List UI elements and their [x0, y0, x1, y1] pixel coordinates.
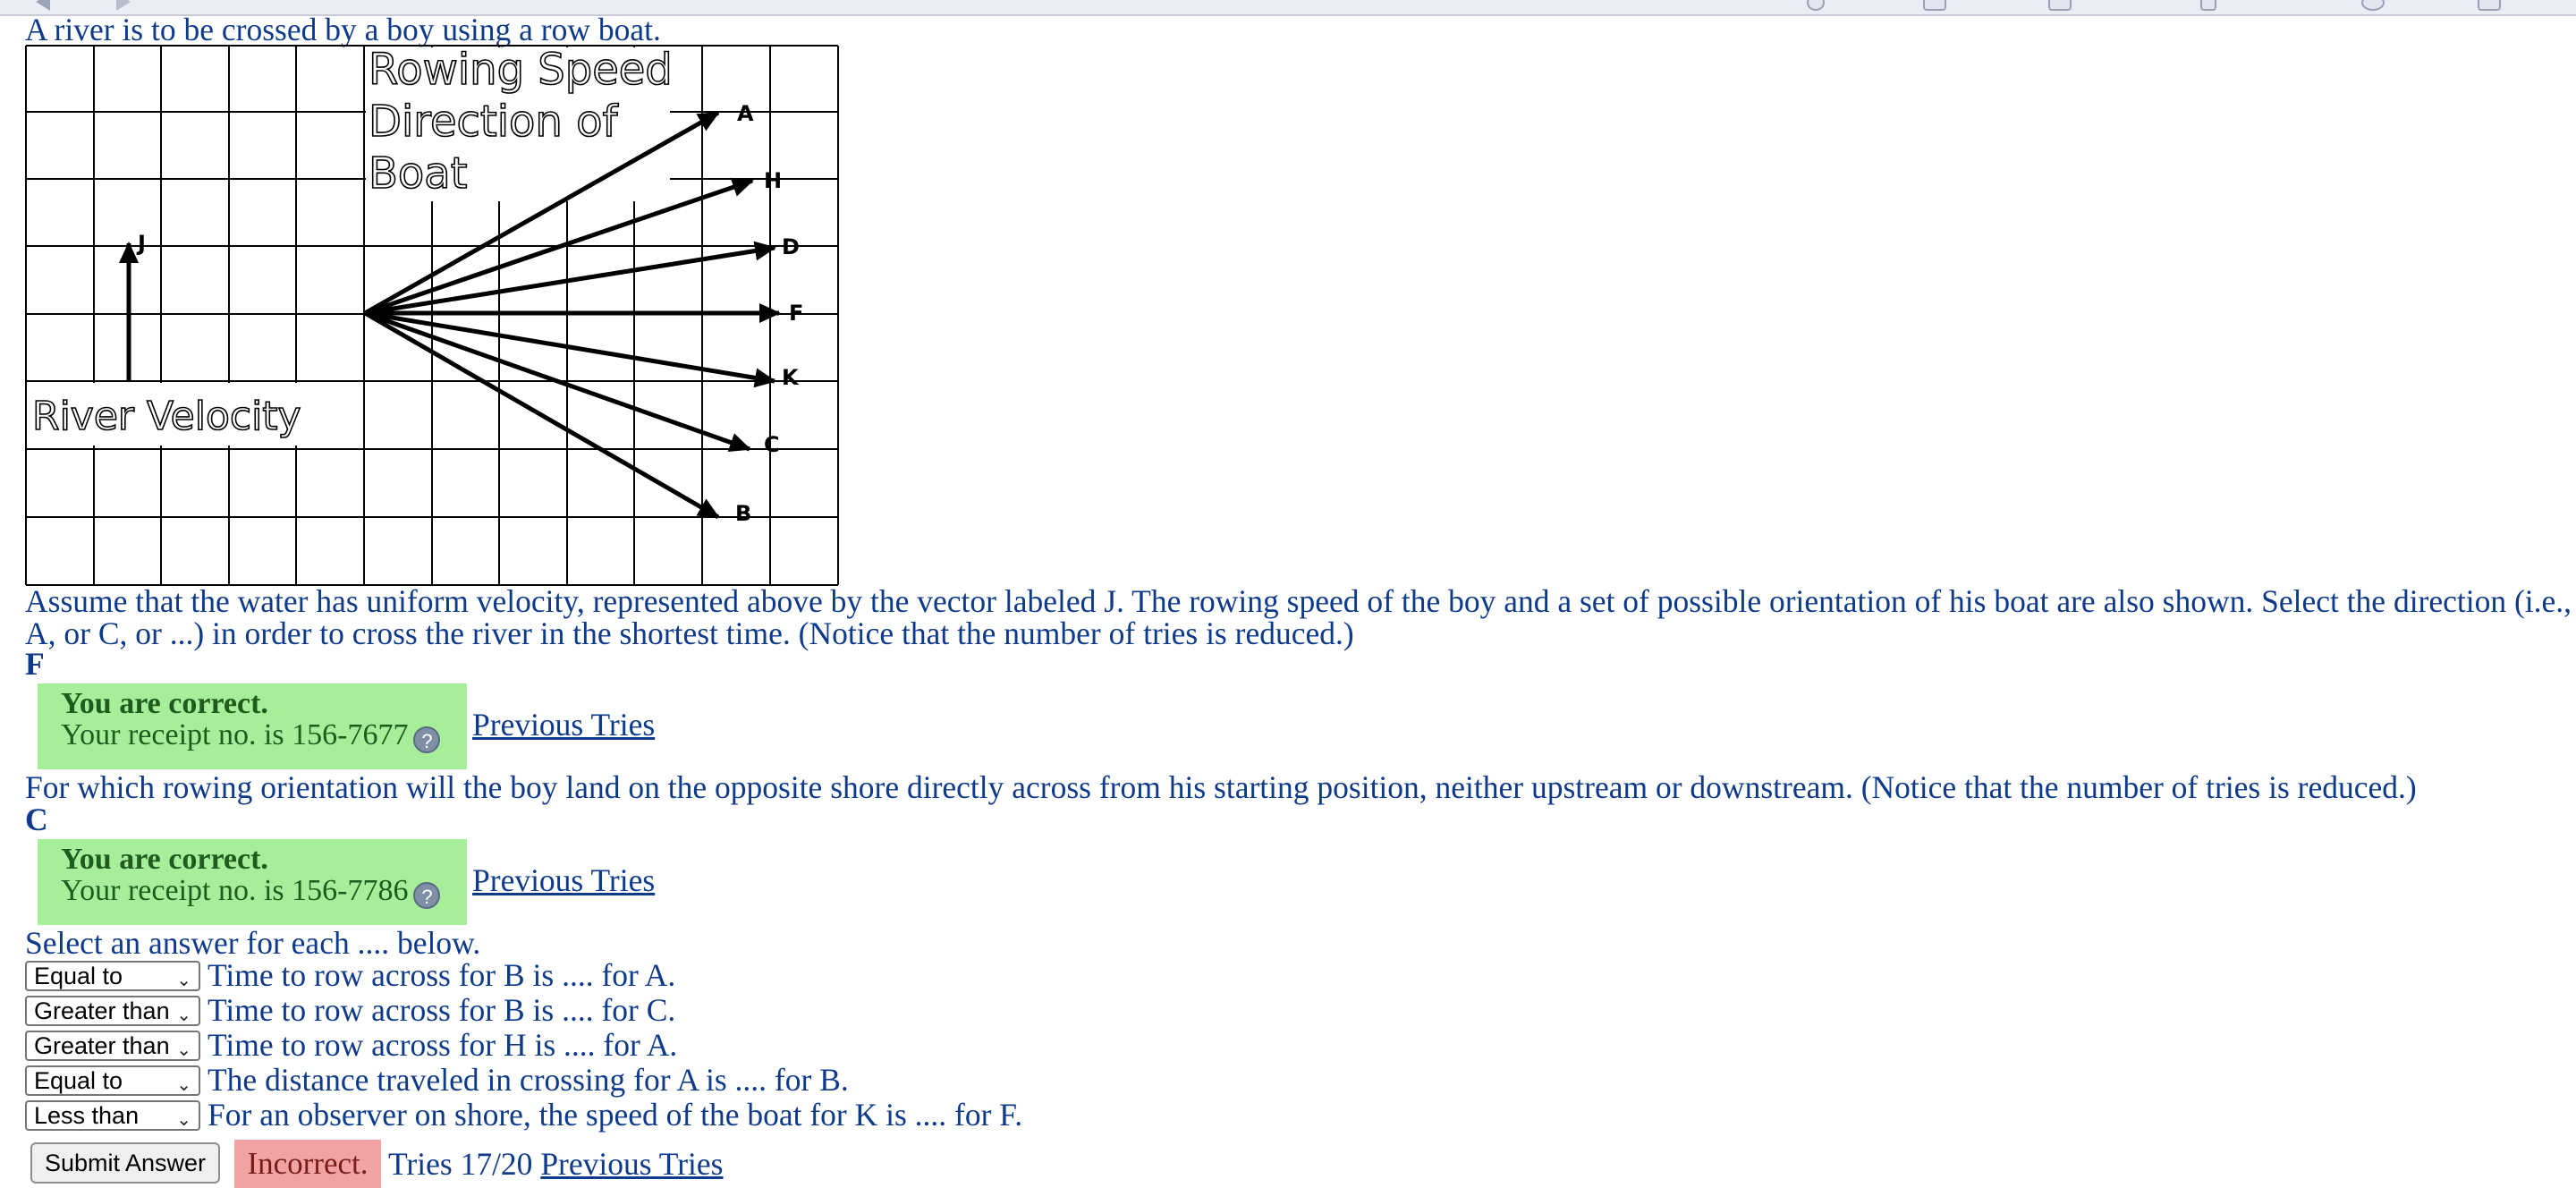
label-k: K: [782, 365, 799, 390]
statement-2: Time to row across for B is .... for C.: [208, 992, 676, 1028]
question2-receipt: Your receipt no. is 156-7786: [61, 874, 409, 907]
download-icon[interactable]: [2200, 0, 2216, 11]
question1-receipt: Your receipt no. is 156-7677: [61, 718, 409, 751]
label-d: D: [782, 234, 800, 259]
answer-select-3[interactable]: Greater than ⌄: [25, 1031, 200, 1061]
question2-result-box: [38, 839, 467, 925]
back-arrow-icon[interactable]: [36, 0, 50, 11]
chevron-down-icon: ⌄: [176, 1006, 191, 1025]
forward-arrow-icon[interactable]: [116, 0, 131, 11]
question1-answer: F: [25, 646, 45, 682]
rowing-label-line2: Direction of: [369, 97, 618, 147]
bookmark-icon[interactable]: [2048, 0, 2072, 11]
question-circle-icon[interactable]: ?: [413, 726, 440, 753]
question1-result-title: You are correct.: [61, 687, 268, 720]
label-h: H: [764, 168, 783, 193]
label-c: C: [764, 432, 780, 457]
label-a: A: [737, 101, 754, 126]
answer-select-4[interactable]: Equal to ⌄: [25, 1065, 200, 1096]
chevron-down-icon: ⌄: [176, 1040, 191, 1060]
river-crossing-diagram: [25, 45, 839, 587]
statement-4: The distance traveled in crossing for A is .... for B.: [208, 1062, 849, 1098]
print-icon[interactable]: [1923, 0, 1946, 11]
label-j: J: [138, 231, 146, 256]
settings-icon[interactable]: [2361, 0, 2385, 11]
question2-previous-tries-link[interactable]: Previous Tries: [472, 862, 656, 898]
answer-select-5[interactable]: Less than ⌄: [25, 1100, 200, 1131]
question2-result-title: You are correct.: [61, 843, 268, 876]
rowing-label-line3: Boat: [369, 148, 468, 199]
question1-text: Assume that the water has uniform velocity, represented above by the vector labeled J. The rowing speed of the boy and a set of possible orientation of his boat are also shown. Select the direction (i.e., A, or C, or ...) in order to cross the river in the shortest time. (Notice that the number of tries is reduced.): [25, 583, 2572, 651]
question3-instruction: Select an answer for each .... below.: [25, 925, 481, 961]
label-b: B: [735, 501, 752, 526]
label-f: F: [789, 301, 804, 326]
statement-5: For an observer on shore, the speed of the boat for K is .... for F.: [208, 1097, 1023, 1133]
statement-1: Time to row across for B is .... for A.: [208, 957, 676, 993]
river-velocity-label: River Velocity: [32, 394, 301, 439]
question1-result-box: [38, 683, 467, 769]
statement-3: Time to row across for H is .... for A.: [208, 1027, 678, 1063]
refresh-icon[interactable]: [1807, 0, 1825, 11]
menu-icon[interactable]: [2478, 0, 2501, 11]
chevron-down-icon: ⌄: [176, 1110, 191, 1130]
status-incorrect: Incorrect.: [234, 1140, 381, 1188]
tries-count: Tries 17/20: [388, 1146, 533, 1182]
question1-previous-tries-link[interactable]: Previous Tries: [472, 707, 656, 742]
question3-previous-tries-link[interactable]: Previous Tries: [540, 1146, 724, 1182]
question2-answer: C: [25, 802, 48, 837]
question-circle-icon[interactable]: ?: [413, 882, 440, 909]
chevron-down-icon: ⌄: [176, 971, 191, 990]
answer-select-1[interactable]: Equal to ⌄: [25, 961, 200, 991]
chevron-down-icon: ⌄: [176, 1075, 191, 1095]
rowing-label-line1: Rowing Speed: [369, 45, 673, 95]
question2-text: For which rowing orientation will the boy land on the opposite shore directly across from his starting position, neither upstream or downstream. (Notice that the number of tries is reduced.): [25, 769, 2417, 805]
submit-answer-button[interactable]: Submit Answer: [30, 1142, 220, 1184]
answer-select-2[interactable]: Greater than ⌄: [25, 996, 200, 1026]
intro-text: A river is to be crossed by a boy using a row boat.: [25, 12, 661, 47]
